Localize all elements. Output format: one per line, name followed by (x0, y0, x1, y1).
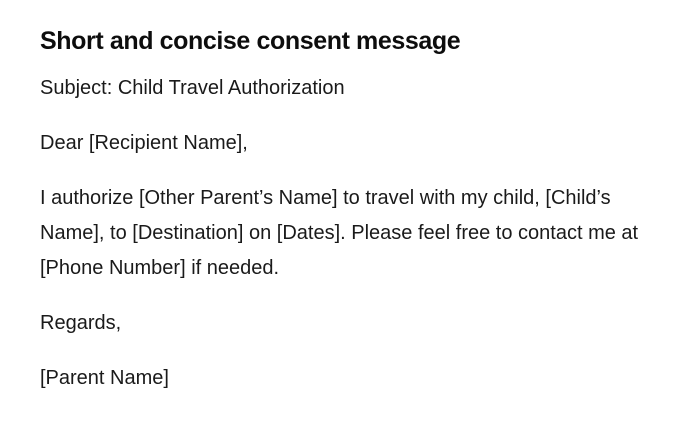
signature-line: [Parent Name] (40, 367, 169, 389)
subject-line: Subject: Child Travel Authorization (40, 77, 345, 99)
body-paragraph: I authorize [Other Parent’s Name] to travel with my child, [Child’s Name], to [Destination] on [Dates]. Please feel free to contact me at [Phone Number] if needed. (40, 187, 639, 279)
closing-line: Regards, (40, 312, 122, 334)
document-heading: Short and concise consent message (40, 27, 461, 55)
greeting-line: Dear [Recipient Name], (40, 132, 248, 154)
consent-message-document (40, 24, 670, 416)
